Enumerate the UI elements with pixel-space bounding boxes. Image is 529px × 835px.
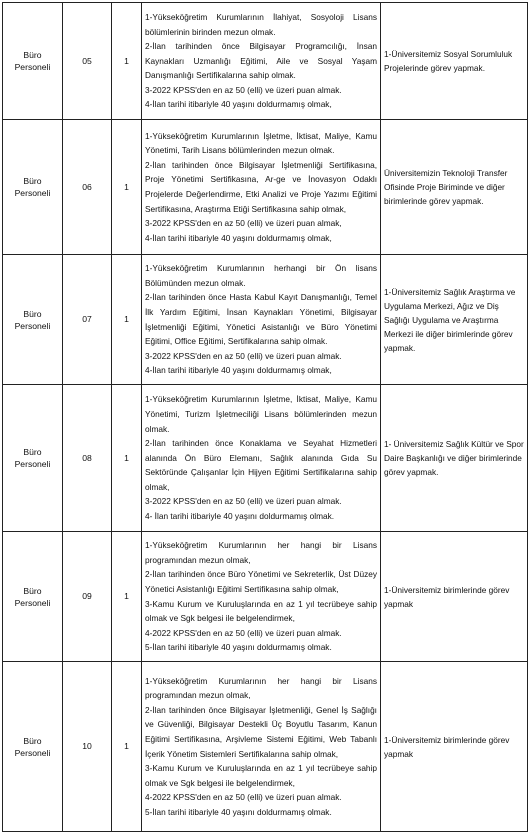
requirement-item: 1-Yükseköğretim Kurumlarının İlahiyat, Sosyoloji Lisans bölümlerinin birinden mezun olmak. xyxy=(145,11,377,37)
position-title-line: Büro xyxy=(23,308,42,319)
position-code-cell: 05 xyxy=(63,3,112,120)
requirement-item: 2-İlan tarihinden önce Bilgisayar Programcılığı, İnsan Kaynakları Uzmanlığı Eğitimi, Aile ve Sosyal Yaşam Danışmanlığı Sertifikalarına sahip olmak. xyxy=(145,41,377,81)
position-title-line: Personeli xyxy=(14,188,51,198)
requirement-item: 2-İlan tarihinden önce Büro Yönetimi ve Sekreterlik, Üst Düzey Yönetici Asistanlığı Eğitimi Sertifikasına sahip olmak, xyxy=(145,569,377,594)
position-count-cell: 1 xyxy=(112,255,142,385)
requirement-item: 3-2022 KPSS'den en az 50 (elli) ve üzeri puan almak. xyxy=(145,350,342,361)
requirements-cell xyxy=(142,120,381,255)
requirement-item: 4-İlan tarihi itibariyle 40 yaşını doldurmamış olmak, xyxy=(145,365,332,376)
duty-cell: 1-Üniversitemiz birimlerinde görev yapmak xyxy=(381,662,528,832)
requirement-item: 3-Kamu Kurum ve Kuruluşlarında en az 1 yıl tecrübeye sahip olmak ve Sgk belgesi ile belgelendirmek, xyxy=(145,598,377,624)
requirement-item: 2-İlan tarihinden önce Bilgisayar İşletmenliği, Genel İş Sağlığı ve Güvenliği, Bilgisayar Destekli Üç Boyutlu Tasarım, Kanun Eğitimi Sertifikasına, Arşivleme Sistemi Eğitimi, Web Tabanlı İçerik Yönetim Sistemleri Sertifikalarına sahip olmak, xyxy=(145,704,377,759)
table-row xyxy=(3,662,528,832)
requirement-item: 3-Kamu Kurum ve Kuruluşlarında en az 1 yıl tecrübeye sahip olmak ve Sgk belgesi ile belgelendirmek, xyxy=(145,763,377,788)
requirements-cell xyxy=(142,662,381,832)
position-cell xyxy=(3,662,63,832)
position-count-cell: 1 xyxy=(112,3,142,120)
position-code-cell: 06 xyxy=(63,120,112,255)
position-title-line: Büro xyxy=(23,176,42,186)
duty-cell: 1-Üniversitemiz Sosyal Sorumluluk Projelerinde görev yapmak. xyxy=(381,3,528,120)
requirement-item: 5-İlan tarihi itibariyle 40 yaşını doldurmamış olmak. xyxy=(145,642,332,653)
position-title-line: Personeli xyxy=(14,320,51,331)
requirement-item: 2-İlan tarihinden önce Bilgisayar İşletmenliği Sertifikasına, Proje Yönetimi Sertifikasına, Ar-ge ve İnovasyon Odaklı Projelerde Değerlendirme, Etki Analizi ve Proje Yazımı Eğitimi Sertifikasına, Araştırma Etiği Sertifikasına sahip olmak, xyxy=(145,159,377,214)
requirement-item: 1-Yükseköğretim Kurumlarının her hangi bir Lisans programından mezun olmak, xyxy=(145,675,377,701)
requirement-item: 1-Yükseköğretim Kurumlarının herhangi bir Ön lisans Bölümünden mezun olmak. xyxy=(145,263,377,288)
position-title-line: Personeli xyxy=(14,459,51,469)
position-count-cell: 1 xyxy=(112,120,142,255)
table-row xyxy=(3,532,528,662)
requirement-item: 4-İlan tarihi itibariyle 40 yaşını doldurmamış olmak, xyxy=(145,99,332,110)
requirement-item: 1-Yükseköğretim Kurumlarının İşletme, İktisat, Maliye, Kamu Yönetimi, Tarih Lisans bölümlerinden mezun olmak. xyxy=(145,130,377,156)
requirements-cell xyxy=(142,385,381,532)
requirement-item: 3-2022 KPSS'den en az 50 (elli) ve üzeri puan almak. xyxy=(145,84,342,95)
requirement-item: 4-İlan tarihi itibariyle 40 yaşını doldurmamış olmak, xyxy=(145,232,332,243)
requirements-cell xyxy=(142,532,381,662)
position-cell xyxy=(3,255,63,385)
table-row xyxy=(3,3,528,120)
position-title-line: Büro xyxy=(23,735,42,746)
position-code-cell: 08 xyxy=(63,385,112,532)
position-cell xyxy=(3,385,63,532)
position-code-cell: 07 xyxy=(63,255,112,385)
duty-cell: 1- Üniversitemiz Sağlık Kültür ve Spor Daire Başkanlığı ve diğer birimlerinde görev yapmak. xyxy=(381,385,528,532)
requirements-cell xyxy=(142,3,381,120)
duty-cell: 1-Üniversitemiz birimlerinde görev yapmak xyxy=(381,532,528,662)
requirements-cell xyxy=(142,255,381,385)
table-row xyxy=(3,120,528,255)
requirement-item: 1-Yükseköğretim Kurumlarının İşletme, İktisat, Maliye, Kamu Yönetimi, Turizm İşletmeciliği Lisans bölümlerinden mezun olmak. xyxy=(145,394,377,434)
table-row xyxy=(3,255,528,385)
duty-cell: Üniversitemizin Teknoloji Transfer Ofisinde Proje Biriminde ve diğer birimlerinde görev yapmak. xyxy=(381,120,528,255)
position-title-line: Büro xyxy=(23,447,42,457)
position-title-line: Personeli xyxy=(14,747,51,758)
requirement-item: 4- İlan tarihi itibariyle 40 yaşını doldurmamış olmak. xyxy=(145,511,335,522)
position-cell xyxy=(3,120,63,255)
position-cell xyxy=(3,3,63,120)
requirement-item: 5-İlan tarihi itibariyle 40 yaşını doldurmamış olmak. xyxy=(145,806,332,817)
requirement-item: 4-2022 KPSS'den en az 50 (elli) ve üzeri puan almak. xyxy=(145,792,342,803)
table-row xyxy=(3,385,528,532)
requirement-item: 3-2022 KPSS'den en az 50 (elli) ve üzeri puan almak. xyxy=(145,496,342,507)
position-code-cell: 10 xyxy=(63,662,112,832)
positions-table xyxy=(2,2,528,832)
requirement-item: 2-İlan tarihinden önce Hasta Kabul Kayıt Danışmanlığı, Temel İlk Yardım Eğitimi, İnsan Kaynakları Yönetimi, Bilgisayar İşletmenliği Eğitimi, Yönetici Asistanlığı ve Büro Yönetimi Eğitimi, Office Eğitimi, Sertifikalarına sahip olmak. xyxy=(145,292,377,347)
position-title-line: Büro xyxy=(23,50,42,60)
position-title-line: Büro xyxy=(23,585,42,596)
position-code-cell: 09 xyxy=(63,532,112,662)
requirement-item: 4-2022 KPSS'den en az 50 (elli) ve üzeri puan almak. xyxy=(145,627,342,638)
position-cell xyxy=(3,532,63,662)
position-title-line: Personeli xyxy=(14,597,51,608)
requirement-item: 2-İlan tarihinden önce Konaklama ve Seyahat Hizmetleri alanında Ön Büro Elemanı, Sağlık alanında Gıda Su Sektöründe Çalışanlar İçin Hijyen Eğitimi Sertifikalarına sahip olmak, xyxy=(145,438,377,492)
requirement-item: 1-Yükseköğretim Kurumlarının her hangi bir Lisans programından mezun olmak, xyxy=(145,540,377,565)
position-count-cell: 1 xyxy=(112,662,142,832)
position-count-cell: 1 xyxy=(112,532,142,662)
positions-table-body xyxy=(3,3,528,832)
requirement-item: 3-2022 KPSS'den en az 50 (elli) ve üzeri puan almak, xyxy=(145,218,342,229)
position-count-cell: 1 xyxy=(112,385,142,532)
position-title-line: Personeli xyxy=(14,62,51,72)
duty-cell: 1-Üniversitemiz Sağlık Araştırma ve Uygulama Merkezi, Ağız ve Diş Sağlığı Uygulama ve Araştırma Merkezi ile diğer birimlerinde görev yapmak. xyxy=(381,255,528,385)
